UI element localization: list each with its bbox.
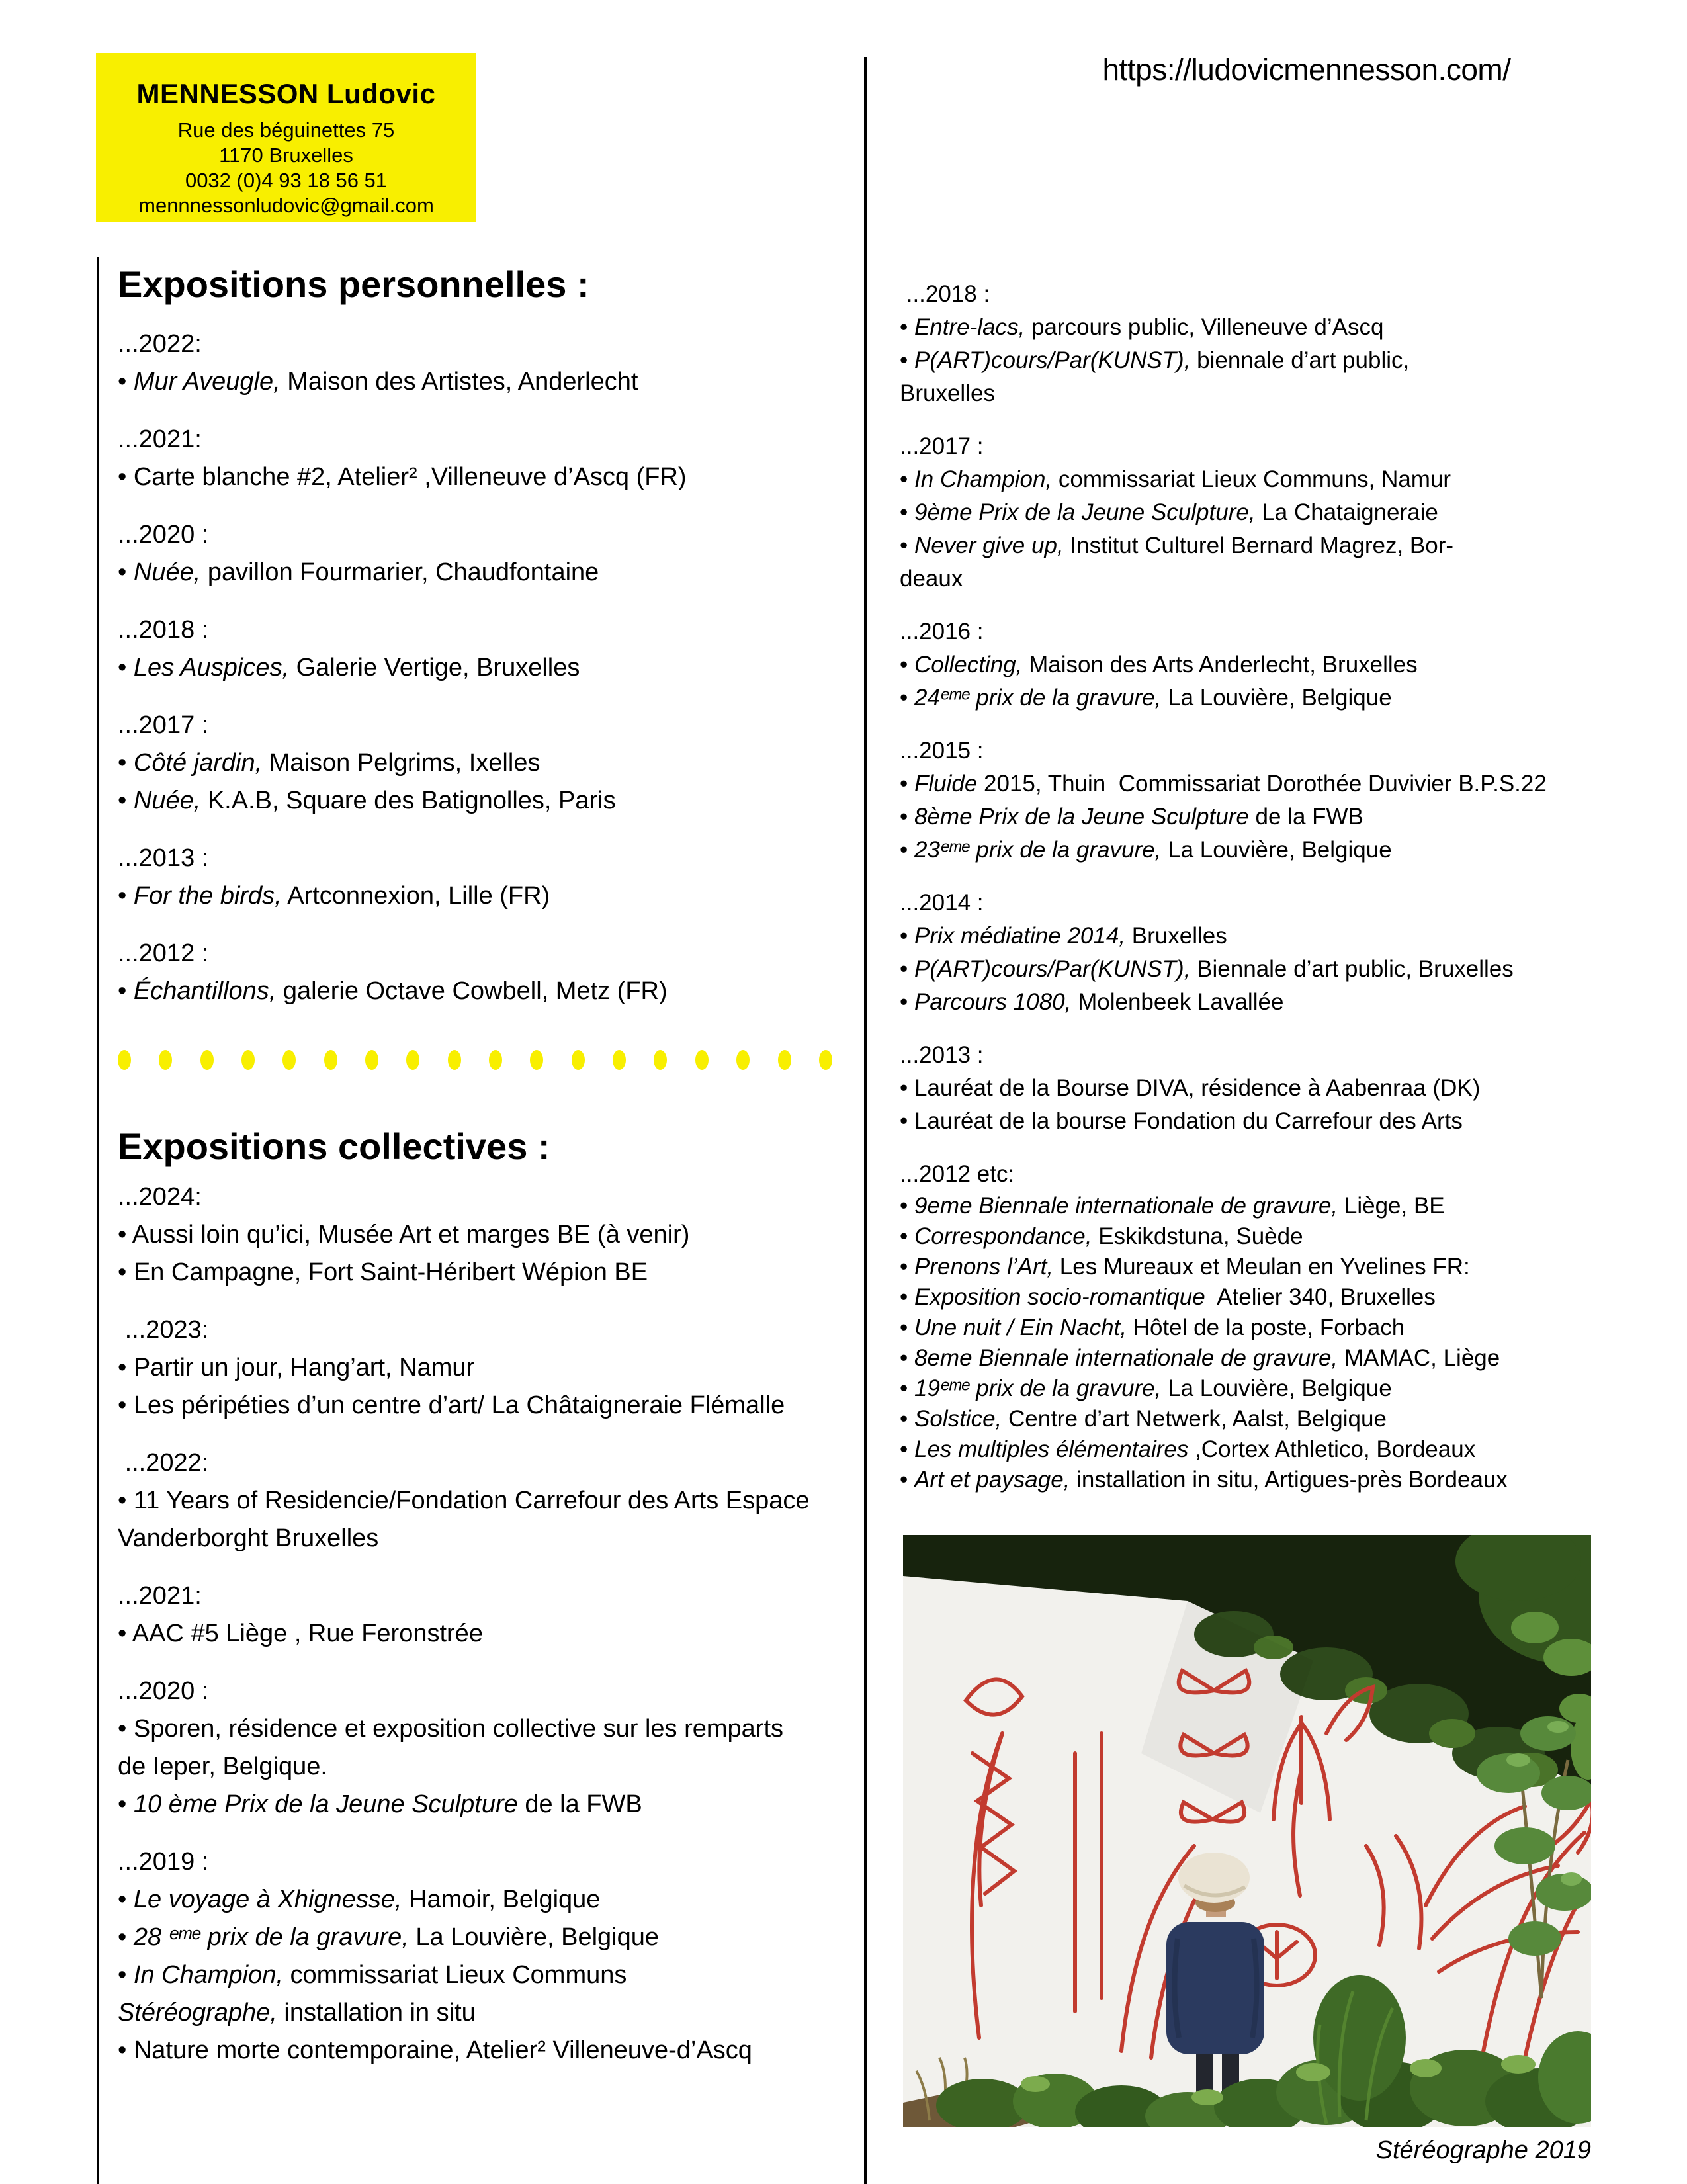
text-segment: •	[118, 1886, 134, 1913]
text-segment: Centre d’art Netwerk, Aalst, Belgique	[1002, 1406, 1387, 1432]
exhibition-item	[118, 1615, 832, 1653]
text-segment: MAMAC, Liège	[1338, 1345, 1500, 1371]
exhibition-title: Les Auspices,	[133, 654, 290, 681]
year-section	[118, 707, 832, 820]
yellow-dot	[736, 1050, 750, 1070]
yellow-dot	[819, 1050, 832, 1070]
text-segment: •	[900, 771, 914, 797]
year-section	[900, 1158, 1644, 1495]
exhibition-item	[900, 1465, 1644, 1495]
text-segment: • Lauréat de la Bourse DIVA, résidence à Aabenraa (DK)	[900, 1075, 1481, 1101]
yellow-dot	[778, 1050, 791, 1070]
text-segment: parcours public, Villeneuve d’Ascq	[1025, 314, 1384, 340]
text-segment: •	[118, 368, 134, 396]
exhibition-title: 24ᵉᵐᵉ prix de la gravure,	[914, 685, 1162, 711]
text-segment: La Louvière, Belgique	[408, 1923, 659, 1951]
exhibition-item	[118, 1881, 832, 1919]
text-segment: deaux	[900, 566, 963, 591]
exhibition-title: For the birds,	[133, 882, 282, 910]
exhibition-title: Never give up,	[914, 533, 1064, 558]
exhibition-title: Une nuit / Ein Nacht,	[914, 1315, 1127, 1340]
exhibition-item	[900, 1343, 1644, 1374]
column-divider-rule	[864, 57, 867, 2184]
text-segment: Molenbeek Lavallée	[1071, 989, 1284, 1015]
year-section	[118, 1673, 832, 1823]
exhibition-title: 8eme Biennale internationale de gravure,	[914, 1345, 1338, 1371]
text-segment: Bruxelles	[1125, 923, 1227, 949]
yellow-dot	[695, 1050, 709, 1070]
year-section	[900, 430, 1644, 595]
text-segment: •	[118, 749, 134, 777]
exhibition-item	[118, 1254, 832, 1291]
exhibition-item	[118, 782, 832, 820]
exhibition-title: Solstice,	[914, 1406, 1002, 1432]
text-segment: Galerie Vertige, Bruxelles	[289, 654, 580, 681]
year-section	[118, 935, 832, 1010]
text-segment: •	[900, 1406, 914, 1432]
year-label: ...2014 :	[900, 890, 984, 916]
person-name: MENNESSON Ludovic	[136, 78, 436, 109]
exhibition-item	[900, 767, 1644, 801]
exhibition-title: Collecting,	[914, 652, 1023, 677]
text-segment: Eskikdstuna, Suède	[1092, 1223, 1303, 1249]
exhibition-item	[118, 1710, 832, 1786]
exhibition-title: Fluide	[914, 771, 978, 797]
exhibition-item	[900, 834, 1644, 867]
exhibition-item	[900, 463, 1644, 496]
exhibition-item	[118, 459, 832, 496]
text-segment: pavillon Fourmarier, Chaudfontaine	[200, 558, 599, 586]
year-label: ...2020 :	[118, 1677, 209, 1705]
exhibition-item	[118, 744, 832, 782]
text-segment: •	[900, 1467, 914, 1493]
exhibition-item	[900, 1191, 1644, 1221]
text-segment: La Chataigneraie	[1255, 500, 1438, 525]
text-segment: •	[118, 787, 134, 814]
year-section	[900, 887, 1644, 1019]
text-segment: Hamoir, Belgique	[402, 1886, 601, 1913]
text-segment: installation in situ, Artigues-près Bordeaux	[1070, 1467, 1508, 1493]
text-segment: 2015, Thuin Commissariat Dorothée Duvivier B.P.S.22	[977, 771, 1547, 797]
text-segment: • Aussi loin qu’ici, Musée Art et marges BE (à venir)	[118, 1221, 690, 1248]
year-label: ...2018 :	[118, 616, 209, 644]
text-segment: •	[900, 1193, 914, 1219]
text-segment: Maison des Artistes, Anderlecht	[280, 368, 638, 396]
text-segment: • Les péripéties d’un centre d’art/ La Châtaigneraie Flémalle	[118, 1391, 785, 1419]
exhibition-title: Mur Aveugle,	[133, 368, 281, 396]
year-label: ...2022:	[118, 330, 202, 358]
year-label: ...2021:	[118, 1582, 202, 1610]
exhibition-item	[900, 1252, 1644, 1282]
year-section	[118, 326, 832, 401]
year-section	[900, 734, 1644, 867]
text-segment: de la FWB	[1248, 804, 1363, 830]
exhibition-item	[900, 1404, 1644, 1434]
exhibition-title: Correspondance,	[914, 1223, 1092, 1249]
yellow-dot	[406, 1050, 419, 1070]
year-section	[118, 1178, 832, 1291]
exhibition-title: P(ART)cours/Par(KUNST),	[914, 347, 1191, 373]
exhibition-title: 9eme Biennale internationale de gravure,	[914, 1193, 1338, 1219]
exhibition-title: In Champion,	[133, 1961, 283, 1989]
text-segment: Bruxelles	[900, 380, 995, 406]
text-segment: biennale d’art public,	[1190, 347, 1410, 373]
exhibition-title: P(ART)cours/Par(KUNST),	[914, 956, 1191, 982]
exhibition-item	[900, 529, 1644, 595]
exhibition-title: 10 ème Prix de la Jeune Sculpture	[133, 1790, 518, 1818]
collective-exhibitions-list	[118, 1178, 832, 2070]
yellow-dot	[365, 1050, 378, 1070]
exhibition-title: Stéréographe,	[118, 1999, 277, 2027]
text-segment: ,Cortex Athletico, Bordeaux	[1188, 1436, 1476, 1462]
text-segment: •	[900, 837, 914, 863]
exhibition-title: Les multiples élémentaires	[914, 1436, 1189, 1462]
text-segment: •	[118, 1790, 134, 1818]
photo-caption: Stéréographe 2019	[1375, 2136, 1591, 2164]
text-segment: • Sporen, résidence et exposition collective sur les remparts	[118, 1715, 783, 1743]
year-section	[900, 1039, 1644, 1138]
text-segment: • Nature morte contemporaine, Atelier² Villeneuve-d’Ascq	[118, 2036, 752, 2064]
text-segment: •	[118, 1923, 134, 1951]
exhibition-item	[118, 1786, 832, 1823]
exhibition-item	[900, 1313, 1644, 1343]
personal-exhibitions-title: Expositions personnelles :	[118, 263, 589, 305]
year-section	[118, 1577, 832, 1653]
year-label: ...2021:	[118, 425, 202, 453]
exhibition-title: 8ème Prix de la Jeune Sculpture	[914, 804, 1249, 830]
year-label: ...2024:	[118, 1183, 202, 1211]
exhibition-item	[118, 877, 832, 915]
year-section	[118, 611, 832, 687]
text-segment: • Partir un jour, Hang’art, Namur	[118, 1354, 475, 1381]
exhibition-title: Nuée,	[133, 787, 201, 814]
text-segment: Maison Pelgrims, Ixelles	[262, 749, 541, 777]
exhibition-photo	[903, 1535, 1591, 2127]
exhibition-title: Prix médiatine 2014,	[914, 923, 1126, 949]
exhibition-item	[118, 554, 832, 591]
text-segment: •	[900, 347, 914, 373]
yellow-dot	[613, 1050, 626, 1070]
exhibition-title: Nuée,	[133, 558, 201, 586]
yellow-dot	[324, 1050, 337, 1070]
text-segment: •	[900, 500, 914, 525]
exhibition-item	[900, 648, 1644, 681]
year-section	[118, 1444, 832, 1557]
exhibition-item	[118, 1919, 832, 1956]
text-segment: La Louvière, Belgique	[1161, 1376, 1392, 1401]
exhibition-item	[900, 344, 1644, 410]
text-segment: •	[900, 533, 914, 558]
text-segment: • En Campagne, Fort Saint-Héribert Wépion BE	[118, 1258, 648, 1286]
address-line-1: Rue des béguinettes 75	[177, 118, 395, 142]
exhibition-item	[900, 311, 1644, 344]
year-label: ...2016 :	[900, 619, 984, 644]
email-address[interactable]: mennnessonludovic@gmail.com	[138, 194, 434, 217]
exhibition-item	[118, 363, 832, 401]
year-label: ...2017 :	[900, 433, 984, 459]
exhibition-item	[900, 1072, 1644, 1105]
year-section	[118, 1843, 832, 2070]
text-segment: Atelier 340, Bruxelles	[1205, 1284, 1436, 1310]
year-label: ...2020 :	[118, 521, 209, 548]
text-segment: • 11 Years of Residencie/Fondation Carrefour des Arts Espace	[118, 1487, 810, 1514]
text-segment: •	[900, 466, 914, 492]
text-segment: •	[900, 1223, 914, 1249]
year-label: ...2017 :	[118, 711, 209, 739]
year-label: ...2023:	[118, 1316, 209, 1344]
text-segment: Hôtel de la poste, Forbach	[1126, 1315, 1405, 1340]
exhibition-item	[900, 986, 1644, 1019]
text-segment: •	[900, 989, 914, 1015]
phone-number: 0032 (0)4 93 18 56 51	[185, 169, 388, 192]
yellow-dot	[282, 1050, 296, 1070]
text-segment: •	[118, 558, 134, 586]
text-segment: •	[900, 804, 914, 830]
exhibition-title: Échantillons,	[133, 977, 277, 1005]
exhibition-item	[900, 1374, 1644, 1404]
text-segment: K.A.B, Square des Batignolles, Paris	[200, 787, 616, 814]
right-exhibitions-list	[900, 278, 1644, 1495]
yellow-dot	[118, 1050, 131, 1070]
year-label: ...2012 etc:	[900, 1161, 1015, 1187]
yellow-dot	[489, 1050, 502, 1070]
exhibition-item	[118, 1482, 832, 1557]
text-segment: La Louvière, Belgique	[1161, 837, 1392, 863]
text-segment: Biennale d’art public, Bruxelles	[1190, 956, 1514, 982]
exhibition-item	[118, 1216, 832, 1254]
text-segment: Vanderborght Bruxelles	[118, 1524, 379, 1552]
text-segment: •	[118, 977, 134, 1005]
text-segment: La Louvière, Belgique	[1161, 685, 1392, 711]
yellow-dot	[448, 1050, 461, 1070]
yellow-dot	[530, 1050, 543, 1070]
exhibition-title: Côté jardin,	[133, 749, 263, 777]
text-segment: •	[900, 314, 914, 340]
year-label: ...2013 :	[118, 844, 209, 872]
text-segment: Les Mureaux et Meulan en Yvelines FR:	[1053, 1254, 1470, 1280]
text-segment: •	[900, 923, 914, 949]
year-section	[900, 615, 1644, 715]
text-segment: •	[900, 1376, 914, 1401]
yellow-dot	[572, 1050, 585, 1070]
year-label: ...2015 :	[900, 738, 984, 764]
text-segment: •	[900, 1284, 914, 1310]
text-segment: installation in situ	[277, 1999, 476, 2027]
exhibition-title: Art et paysage,	[914, 1467, 1070, 1493]
text-segment: Institut Culturel Bernard Magrez, Bor-	[1063, 533, 1454, 558]
exhibition-item	[118, 1387, 832, 1424]
exhibition-title: Exposition socio-romantique	[914, 1284, 1205, 1310]
text-segment: •	[900, 1315, 914, 1340]
text-segment: •	[900, 1254, 914, 1280]
text-segment: de la FWB	[517, 1790, 642, 1818]
text-segment: • Lauréat de la bourse Fondation du Carrefour des Arts	[900, 1108, 1463, 1134]
text-segment: •	[900, 652, 914, 677]
dots-divider	[118, 1050, 832, 1070]
exhibition-item	[900, 1282, 1644, 1313]
text-segment: Liège, BE	[1338, 1193, 1445, 1219]
text-segment: • Carte blanche #2, Atelier² ,Villeneuve d’Ascq (FR)	[118, 463, 687, 491]
exhibition-item	[900, 1105, 1644, 1138]
text-segment: galerie Octave Cowbell, Metz (FR)	[276, 977, 668, 1005]
left-column	[118, 263, 832, 2070]
exhibition-title: 19ᵉᵐᵉ prix de la gravure,	[914, 1376, 1162, 1401]
text-segment: commissariat Lieux Communs	[282, 1961, 627, 1989]
exhibition-item	[900, 681, 1644, 715]
text-segment: Artconnexion, Lille (FR)	[281, 882, 550, 910]
personal-exhibitions-list	[118, 326, 832, 1010]
yellow-dot	[654, 1050, 667, 1070]
exhibition-item	[118, 649, 832, 687]
text-segment: commissariat Lieux Communs, Namur	[1052, 466, 1451, 492]
year-section	[118, 516, 832, 591]
photo-block	[903, 1535, 1591, 2165]
exhibition-item	[900, 1434, 1644, 1465]
yellow-dot	[159, 1050, 172, 1070]
year-label: ...2022:	[118, 1449, 209, 1477]
website-url[interactable]: https://ludovicmennesson.com/	[1102, 52, 1511, 87]
exhibition-title: Entre-lacs,	[914, 314, 1025, 340]
exhibition-item	[900, 1221, 1644, 1252]
text-segment: •	[118, 1961, 134, 1989]
text-segment: • AAC #5 Liège , Rue Feronstrée	[118, 1620, 483, 1647]
contact-card	[96, 53, 476, 222]
exhibition-title: Le voyage à Xhignesse,	[133, 1886, 402, 1913]
year-section	[118, 840, 832, 915]
right-column	[900, 263, 1644, 2165]
exhibition-title: 28 ᵉᵐᵉ prix de la gravure,	[133, 1923, 409, 1951]
year-label: ...2018 :	[900, 281, 990, 307]
exhibition-item	[118, 1956, 832, 2032]
yellow-dot	[241, 1050, 255, 1070]
exhibition-title: 9ème Prix de la Jeune Sculpture,	[914, 500, 1256, 525]
exhibition-item	[118, 2032, 832, 2070]
text-segment: •	[900, 1345, 914, 1371]
year-label: ...2012 :	[118, 939, 209, 967]
text-segment: •	[900, 685, 914, 711]
year-label: ...2019 :	[118, 1848, 209, 1876]
exhibition-title: In Champion,	[914, 466, 1053, 492]
text-segment: •	[118, 654, 134, 681]
collective-exhibitions-title: Expositions collectives :	[118, 1125, 550, 1167]
exhibition-item	[900, 920, 1644, 953]
address-line-2: 1170 Bruxelles	[219, 144, 353, 167]
yellow-dot	[200, 1050, 214, 1070]
exhibition-title: 23ᵉᵐᵉ prix de la gravure,	[914, 837, 1162, 863]
year-section	[118, 421, 832, 496]
text-segment: •	[900, 956, 914, 982]
exhibition-item	[900, 801, 1644, 834]
year-label: ...2013 :	[900, 1042, 984, 1068]
exhibition-item	[900, 953, 1644, 986]
year-section	[900, 278, 1644, 410]
text-segment: Maison des Arts Anderlecht, Bruxelles	[1022, 652, 1418, 677]
text-segment: •	[118, 882, 134, 910]
text-segment: •	[900, 1436, 914, 1462]
year-section	[118, 1311, 832, 1424]
exhibition-title: Prenons l’Art,	[914, 1254, 1054, 1280]
left-margin-rule	[97, 257, 99, 2184]
text-segment: de Ieper, Belgique.	[118, 1753, 327, 1780]
exhibition-title: Parcours 1080,	[914, 989, 1072, 1015]
exhibition-item	[118, 973, 832, 1010]
exhibition-item	[118, 1349, 832, 1387]
exhibition-item	[900, 496, 1644, 529]
